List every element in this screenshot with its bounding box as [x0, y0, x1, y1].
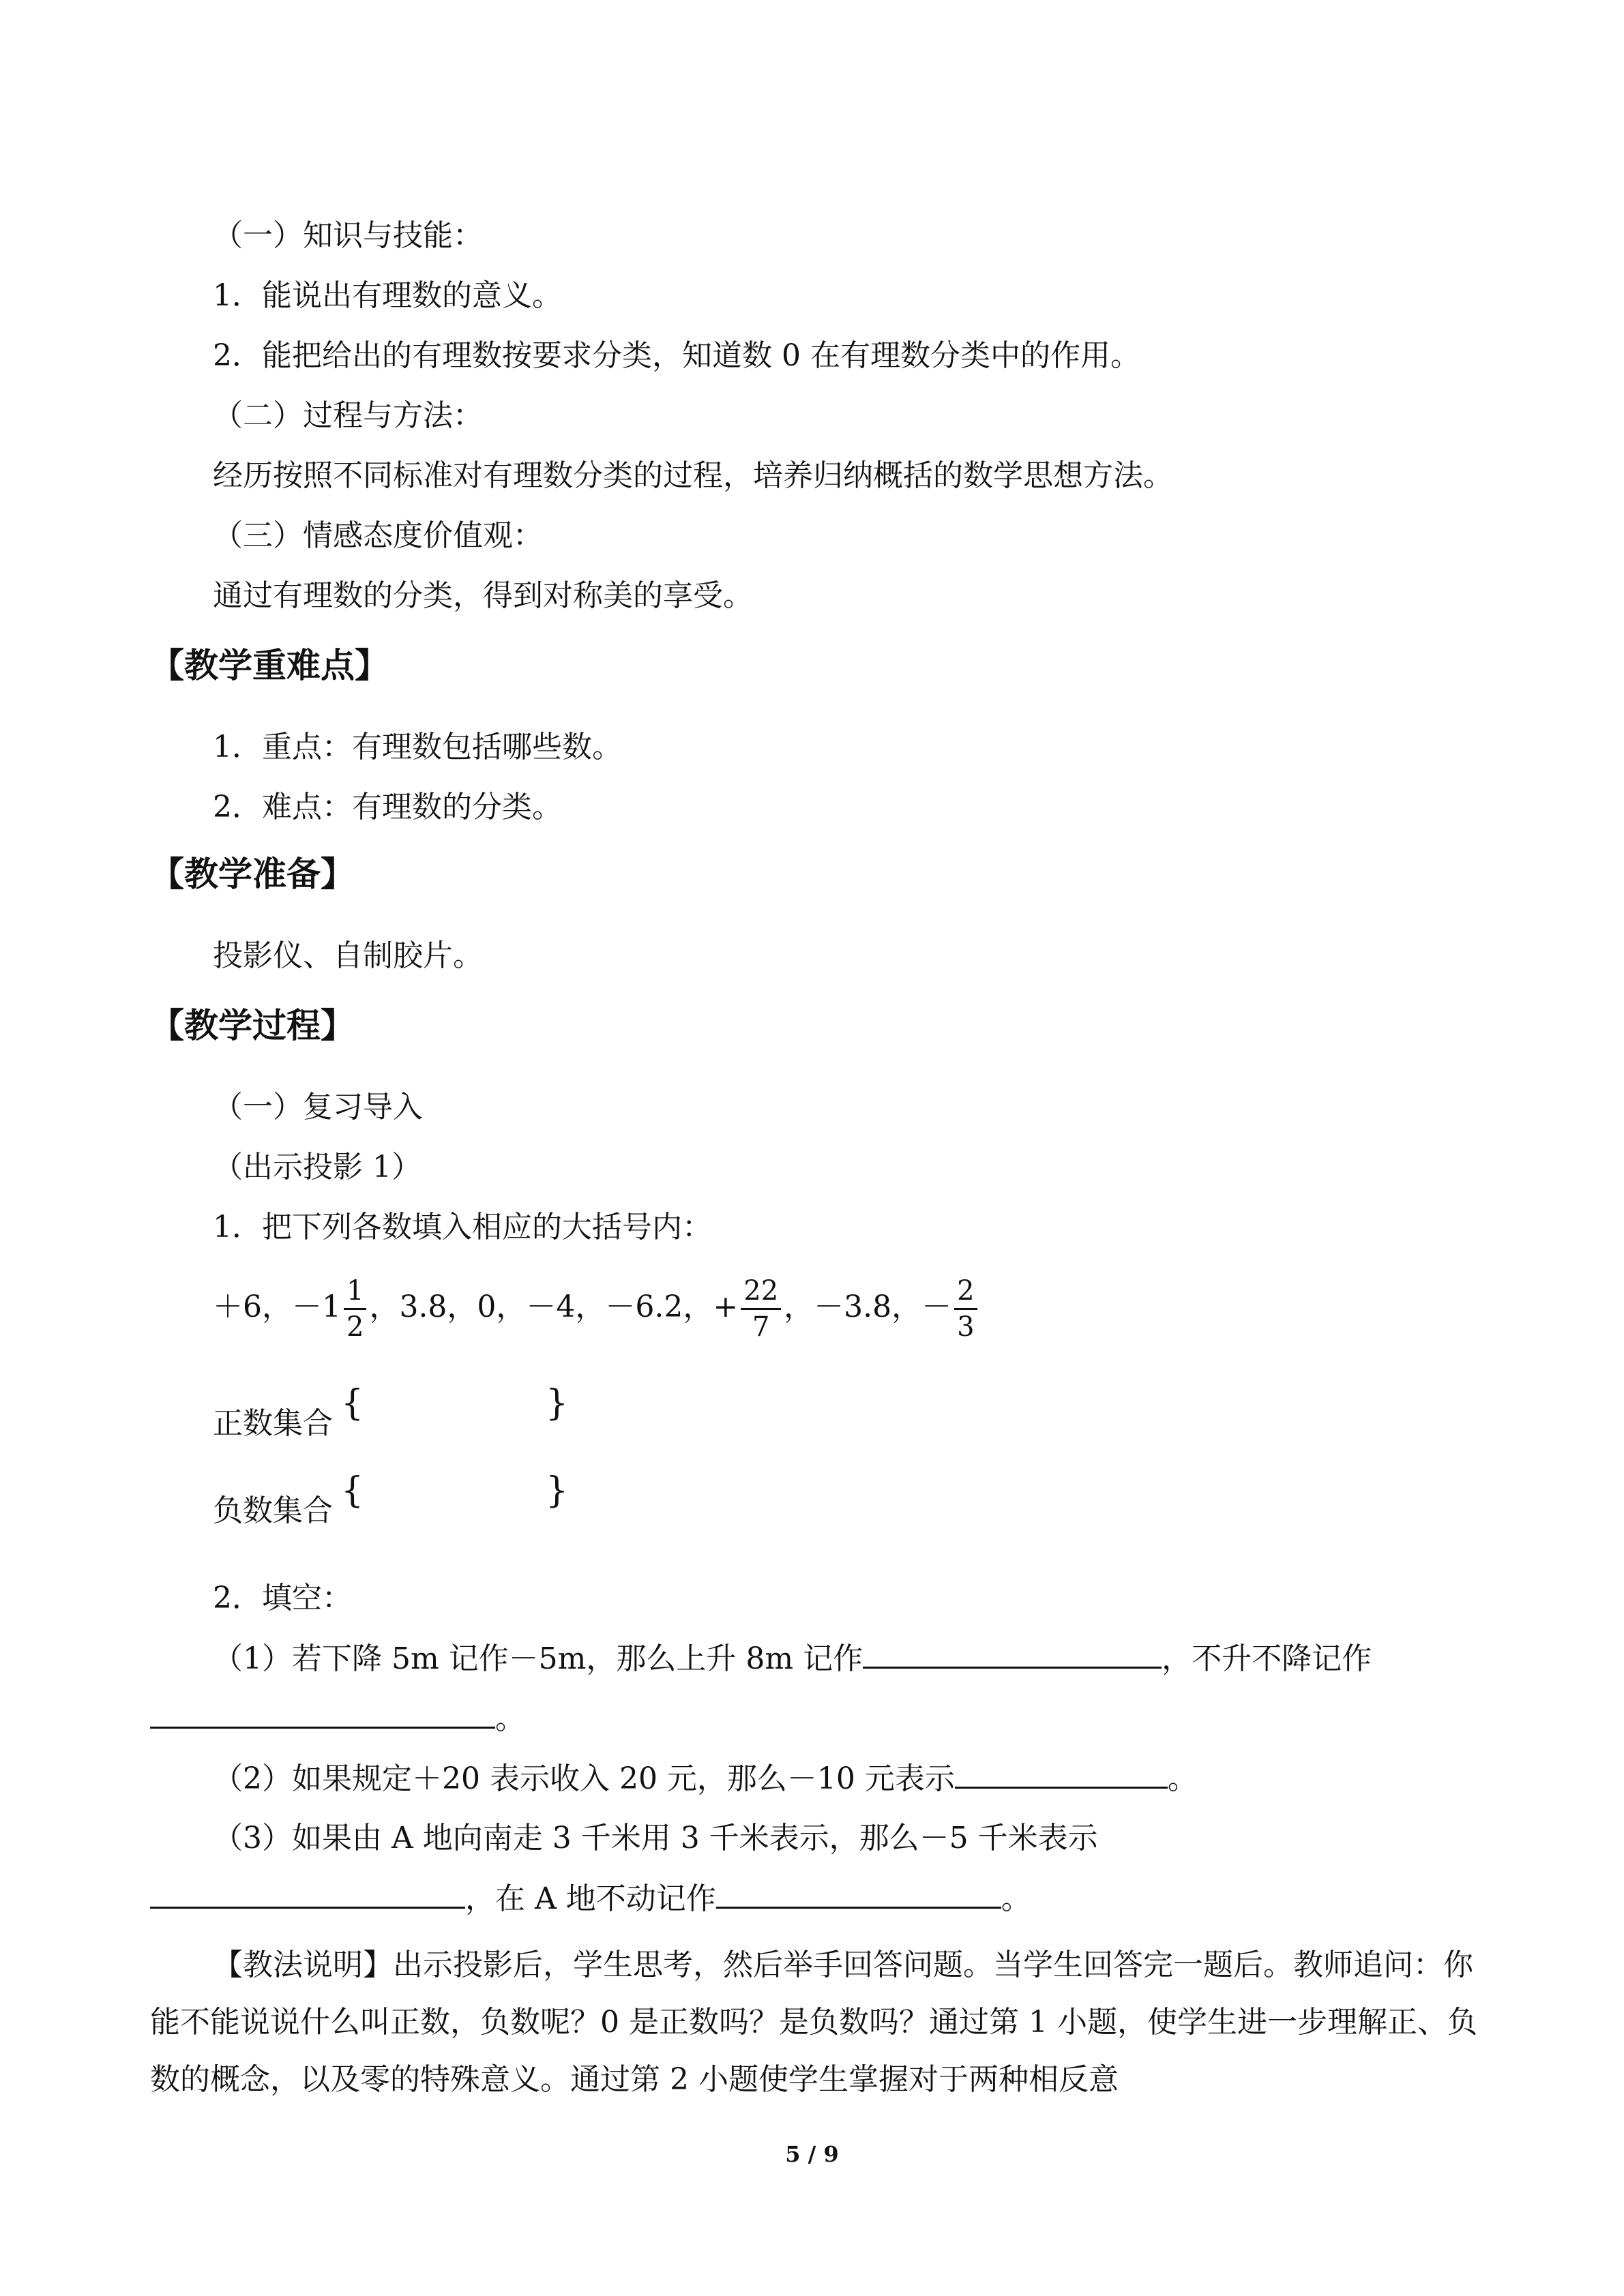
- process-heading: 【教学过程】: [150, 1006, 355, 1045]
- question-2-1-cont: [150, 1699, 525, 1738]
- knowledge-item-2: 2．能把给出的有理数按要求分类，知道数 0 在有理数分类中的作用。: [213, 338, 1140, 373]
- preparation-heading: 【教学准备】: [150, 854, 355, 894]
- question-1-prompt: 1．把下列各数填入相应的大括号内：: [213, 1210, 712, 1244]
- question-2-1: [213, 1639, 1372, 1678]
- positive-set-open-brace: {: [341, 1383, 364, 1424]
- answer-blank[interactable]: [150, 1699, 495, 1729]
- negative-set-open-brace: {: [341, 1470, 364, 1511]
- negative-set-label: 负数集合: [213, 1493, 333, 1528]
- negative-set-close-brace: }: [546, 1470, 569, 1511]
- projection-note: （出示投影 1）: [213, 1150, 422, 1184]
- question-2-2: [213, 1759, 1198, 1798]
- emotion-title: （三）情感态度价值观：: [213, 518, 543, 553]
- question-2-1-text-a: （1）若下降 5m 记作－5m，那么上升 8m 记作: [213, 1641, 863, 1676]
- answer-blank[interactable]: [150, 1879, 465, 1909]
- question-2-2-text-a: （2）如果规定＋20 表示收入 20 元，那么－10 元表示: [213, 1761, 955, 1796]
- emotion-text: 通过有理数的分类，得到对称美的享受。: [213, 578, 753, 613]
- method-note: 【教法说明】出示投影后，学生思考，然后举手回答问题。当学生回答完一题后。教师追问：你能不能说说什么叫正数，负数呢？0 是正数吗？是负数吗？通过第 1 小题，使学生进一步理解正、负数的概念，以及零的特殊意义。通过第 2 小题使学生掌握对于两种相反意: [150, 1948, 1477, 2097]
- question-2-3-text-c: 。: [1001, 1881, 1031, 1916]
- answer-blank[interactable]: [955, 1759, 1168, 1789]
- positive-set-label: 正数集合: [213, 1406, 333, 1441]
- question-2-1-text-c: 。: [495, 1701, 525, 1736]
- knowledge-item-1: 1．能说出有理数的意义。: [213, 278, 562, 313]
- answer-blank[interactable]: [863, 1639, 1162, 1669]
- knowledge-title: （一）知识与技能：: [213, 218, 483, 253]
- keypoint-1: 1．重点：有理数包括哪些数。: [213, 730, 622, 764]
- preparation-text: 投影仪、自制胶片。: [213, 938, 483, 973]
- number-list: [213, 1270, 980, 1345]
- fraction-2-3: $\frac{2}{3}$: [954, 1274, 977, 1344]
- process-text: 经历按照不同标准对有理数分类的过程，培养归纳概括的数学思想方法。: [213, 458, 1173, 493]
- question-2-prompt: 2．填空：: [213, 1581, 352, 1615]
- question-2-1-text-b: ，不升不降记作: [1162, 1641, 1372, 1676]
- keypoint-2: 2．难点：有理数的分类。: [213, 790, 562, 824]
- fraction-22-7: $\frac{22}{7}$: [741, 1274, 781, 1344]
- question-2-3-cont: [150, 1879, 1031, 1918]
- fraction-one-half: $\frac{1}{2}$: [344, 1274, 366, 1344]
- number-list-part-b: ，3.8，0，－4，－6.2，+: [369, 1289, 739, 1324]
- positive-set-close-brace: }: [546, 1383, 569, 1424]
- keypoints-heading: 【教学重难点】: [150, 646, 389, 685]
- answer-blank[interactable]: [716, 1879, 1001, 1909]
- question-2-2-text-b: 。: [1167, 1761, 1198, 1796]
- page-number: 5 / 9: [785, 2141, 839, 2167]
- section-review-intro: （一）复习导入: [213, 1090, 423, 1124]
- process-title: （二）过程与方法：: [213, 398, 483, 433]
- number-list-part-c: ，－3.8，－: [784, 1289, 952, 1324]
- number-list-part-a: ＋6，－1: [213, 1289, 341, 1324]
- question-2-3-text-b: ，在 A 地不动记作: [465, 1881, 716, 1916]
- question-2-3: （3）如果由 A 地向南走 3 千米用 3 千米表示，那么－5 千米表示: [213, 1821, 1098, 1855]
